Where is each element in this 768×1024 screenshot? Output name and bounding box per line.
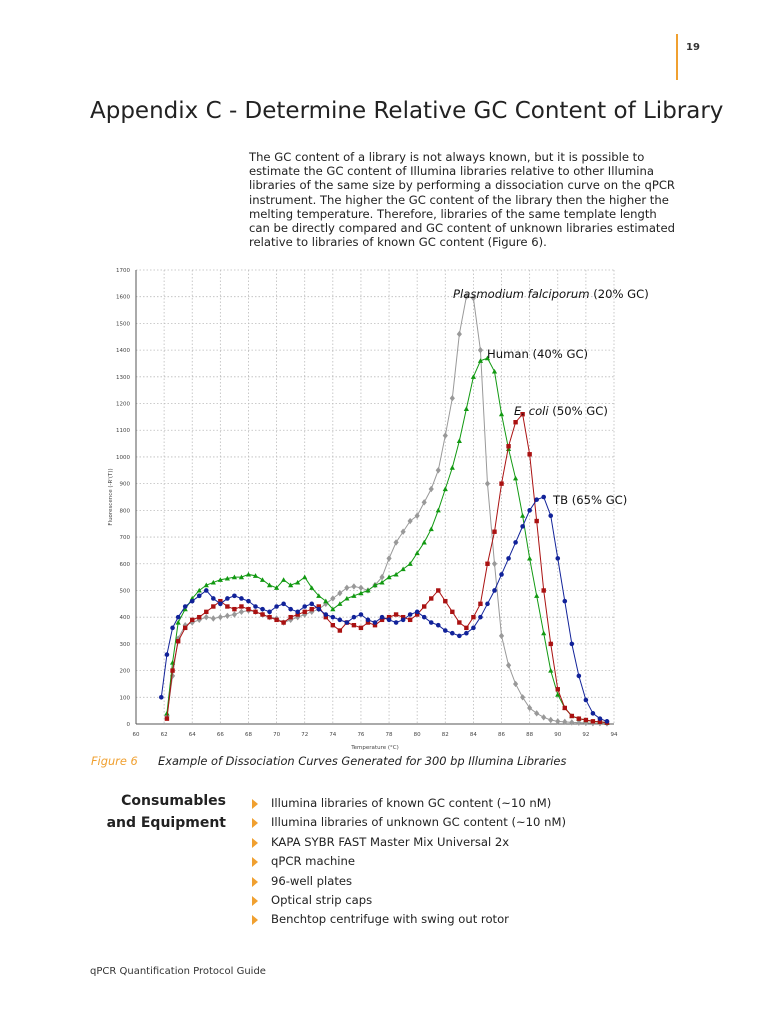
data-point (513, 476, 518, 481)
figure-caption (91, 754, 566, 768)
data-point (450, 631, 455, 636)
data-point (260, 612, 264, 616)
data-point (520, 513, 525, 518)
data-point (288, 607, 293, 612)
list-item (252, 872, 566, 891)
data-point (331, 615, 336, 620)
data-point (436, 508, 441, 513)
y-tick-label: 1700 (116, 268, 130, 274)
data-point (450, 610, 454, 614)
data-point (267, 610, 272, 615)
dissociation-curve-chart (100, 260, 649, 756)
series-label (514, 404, 608, 418)
data-point (386, 555, 391, 561)
page-number-rule (676, 34, 678, 80)
data-point (170, 668, 174, 672)
data-point (232, 607, 236, 611)
data-point (520, 524, 525, 529)
data-point (598, 716, 603, 721)
data-point (513, 681, 518, 687)
bullet-arrow-icon (252, 818, 258, 828)
bullet-arrow-icon (252, 915, 258, 925)
list-item-text: Optical strip caps (271, 893, 373, 908)
data-point (260, 607, 265, 612)
x-tick-label: 72 (301, 732, 309, 738)
x-axis-label: Temperature (°C) (351, 745, 399, 751)
data-point (225, 596, 230, 601)
data-point (246, 572, 251, 577)
data-point (225, 604, 229, 608)
page-number: 19 (686, 42, 700, 53)
data-point (513, 420, 517, 424)
y-tick-label: 1000 (116, 454, 130, 461)
data-point (478, 347, 483, 353)
data-point (422, 499, 427, 505)
data-point (584, 698, 589, 703)
x-tick-label: 74 (329, 732, 337, 738)
list-item-text: Illumina libraries of unknown GC content (~10 nM) (271, 815, 566, 830)
data-point (232, 611, 237, 617)
data-point (239, 604, 243, 608)
data-point (436, 588, 440, 592)
data-point (499, 481, 503, 485)
list-item (252, 833, 566, 852)
data-point (471, 615, 475, 619)
data-point (323, 612, 328, 617)
data-point (429, 596, 433, 600)
data-point (527, 508, 532, 513)
x-tick-label: 60 (132, 732, 140, 738)
data-point (457, 331, 462, 337)
data-point (415, 512, 420, 518)
y-tick-label: 600 (119, 561, 130, 568)
data-point (548, 717, 553, 723)
data-point (541, 495, 546, 500)
data-point (569, 719, 574, 725)
data-point (331, 623, 335, 627)
data-point (492, 369, 497, 374)
data-point (159, 695, 164, 700)
data-point (429, 486, 434, 492)
data-point (478, 602, 482, 606)
data-point (239, 609, 244, 615)
list-item (252, 794, 566, 813)
list-item-text: Illumina libraries of known GC content (~10 nM) (271, 796, 552, 810)
y-tick-label: 1600 (116, 294, 130, 301)
data-point (274, 604, 279, 609)
data-point (591, 719, 595, 723)
data-point (176, 615, 181, 620)
y-tick-label: 100 (119, 695, 130, 702)
x-tick-label: 64 (188, 732, 196, 738)
data-point (165, 652, 170, 657)
series-label: TB (65% GC) (553, 493, 628, 507)
data-point (408, 618, 412, 622)
x-tick-label: 84 (469, 732, 477, 738)
x-tick-label: 92 (582, 732, 590, 738)
series-line (161, 497, 607, 721)
data-point (436, 623, 441, 628)
x-tick-label: 80 (413, 732, 421, 738)
data-point (359, 626, 363, 630)
data-point (562, 599, 567, 604)
data-point (302, 575, 307, 580)
data-point (429, 526, 434, 531)
data-point (218, 614, 223, 620)
data-point (457, 634, 462, 639)
y-tick-label: 1400 (116, 348, 130, 355)
list-item (252, 813, 566, 832)
data-point (197, 594, 202, 599)
data-point (345, 620, 350, 625)
data-point (204, 588, 209, 593)
data-point (366, 618, 371, 623)
series-label-italic: Plasmodium falciporum (453, 287, 590, 301)
data-point (527, 452, 531, 456)
data-point (492, 588, 497, 593)
data-point (471, 374, 476, 379)
data-point (541, 714, 546, 720)
bullet-arrow-icon (252, 838, 258, 848)
data-point (359, 612, 364, 617)
data-point (570, 642, 575, 647)
y-tick-label: 800 (119, 508, 130, 515)
x-tick-label: 94 (610, 732, 618, 738)
data-point (464, 406, 469, 411)
figure-caption-text: Example of Dissociation Curves Generated for 300 bp Illumina Libraries (158, 754, 567, 768)
data-point (443, 432, 448, 438)
data-point (281, 577, 286, 582)
data-point (288, 615, 292, 619)
data-point (563, 706, 567, 710)
figure-number: Figure 6 (91, 754, 138, 768)
data-point (352, 623, 356, 627)
series-line (167, 414, 607, 722)
data-point (555, 556, 560, 561)
y-tick-label: 1500 (116, 321, 130, 328)
data-point (197, 615, 201, 619)
data-point (211, 604, 215, 608)
data-point (330, 595, 335, 601)
data-point (591, 711, 596, 716)
bullet-arrow-icon (252, 877, 258, 887)
data-point (394, 620, 399, 625)
data-point (534, 710, 539, 716)
x-tick-label: 78 (385, 732, 393, 738)
data-point (380, 615, 385, 620)
data-point (506, 662, 511, 668)
data-point (232, 594, 237, 599)
data-point (499, 633, 504, 639)
data-point (338, 628, 342, 632)
data-point (499, 572, 504, 577)
data-point (338, 618, 343, 623)
data-point (485, 480, 490, 486)
data-point (534, 593, 539, 598)
x-tick-label: 62 (160, 732, 168, 738)
data-point (190, 599, 195, 604)
data-point (274, 618, 278, 622)
bullet-arrow-icon (252, 799, 258, 809)
data-point (260, 577, 265, 582)
data-point (464, 626, 468, 630)
data-point (485, 602, 490, 607)
list-item (252, 891, 566, 910)
x-tick-label: 70 (273, 732, 281, 738)
data-point (204, 614, 209, 620)
data-point (506, 444, 510, 448)
list-item (252, 852, 566, 871)
data-point (542, 588, 546, 592)
data-point (204, 610, 208, 614)
intro-paragraph: The GC content of a library is not always known, but it is possible to estimate the GC content of Illumina libraries relative to other Illumina libraries of the same size by performing a dissociation curve on the qPCR instrument. The higher the GC content of the library then the higher the melting temperature. Therefore, libraries of the same template length can be directly compared and GC content of unknown libraries estimated relative to libraries of known GC content (Figure 6). (249, 150, 675, 250)
y-tick-label: 500 (119, 588, 130, 595)
data-point (387, 618, 392, 623)
consumables-list (252, 794, 566, 930)
data-point (584, 718, 588, 722)
y-axis-label: Fluorescence (-R'(T)) (108, 468, 114, 526)
bullet-arrow-icon (252, 857, 258, 867)
data-point (492, 530, 496, 534)
data-point (190, 618, 194, 622)
data-point (281, 620, 285, 624)
data-point (534, 497, 539, 502)
data-point (527, 556, 532, 561)
series-label-italic: E. coli (514, 404, 549, 418)
data-point (443, 486, 448, 491)
data-point (408, 612, 413, 617)
consumables-heading: Consumables and Equipment (106, 793, 226, 831)
data-point (457, 620, 461, 624)
data-point (253, 610, 257, 614)
x-tick-label: 88 (526, 732, 534, 738)
data-point (577, 716, 581, 720)
y-tick-label: 300 (119, 641, 130, 648)
data-point (577, 674, 582, 679)
data-point (422, 540, 427, 545)
data-point (478, 615, 483, 620)
data-point (239, 596, 244, 601)
x-tick-label: 90 (554, 732, 562, 738)
data-point (429, 620, 434, 625)
y-tick-label: 900 (119, 481, 130, 488)
bullet-arrow-icon (252, 896, 258, 906)
data-point (246, 607, 250, 611)
y-tick-label: 700 (119, 535, 130, 542)
list-item-text: KAPA SYBR FAST Master Mix Universal 2x (271, 834, 510, 849)
data-point (351, 583, 356, 589)
series-label-plain: (20% GC) (589, 287, 649, 301)
data-point (570, 714, 574, 718)
data-point (373, 620, 378, 625)
data-point (170, 626, 175, 631)
data-point (183, 626, 187, 630)
series-label (453, 287, 649, 301)
data-point (394, 612, 398, 616)
data-point (267, 615, 271, 619)
data-point (534, 519, 538, 523)
list-item (252, 910, 566, 929)
series-label: Human (40% GC) (487, 347, 589, 361)
data-point (281, 602, 286, 607)
list-item-text: qPCR machine (271, 854, 356, 869)
data-point (499, 412, 504, 417)
data-point (316, 607, 321, 612)
data-point (450, 465, 455, 470)
data-point (337, 590, 342, 596)
data-point (165, 716, 169, 720)
data-point (549, 642, 553, 646)
data-point (302, 604, 307, 609)
data-point (401, 618, 406, 623)
data-point (422, 604, 426, 608)
data-point (471, 626, 476, 631)
data-point (344, 585, 349, 591)
series-label-plain: (50% GC) (548, 404, 608, 418)
data-point (218, 602, 223, 607)
data-point (303, 610, 307, 614)
x-tick-label: 68 (244, 732, 252, 738)
x-tick-label: 66 (216, 732, 224, 738)
y-tick-label: 1200 (116, 401, 130, 408)
data-point (225, 613, 230, 619)
data-point (183, 604, 188, 609)
x-tick-label: 86 (498, 732, 506, 738)
data-point (295, 610, 300, 615)
y-tick-label: 1100 (116, 428, 130, 435)
data-point (443, 628, 448, 633)
data-point (352, 615, 357, 620)
data-point (548, 513, 553, 518)
data-point (422, 615, 427, 620)
data-point (310, 607, 314, 611)
data-point (485, 562, 489, 566)
data-point (211, 615, 216, 621)
data-point (556, 687, 560, 691)
data-point (309, 602, 314, 607)
y-tick-label: 200 (119, 668, 130, 675)
y-tick-label: 0 (126, 722, 130, 728)
x-tick-label: 82 (441, 732, 449, 738)
y-tick-label: 1300 (116, 374, 130, 381)
data-point (253, 604, 258, 609)
y-tick-label: 400 (119, 615, 130, 622)
data-point (443, 599, 447, 603)
data-point (246, 599, 251, 604)
data-point (415, 610, 420, 615)
chart-svg (100, 260, 649, 756)
data-point (176, 639, 180, 643)
list-item-text: Benchtop centrifuge with swing out rotor (271, 912, 509, 927)
data-point (457, 438, 462, 443)
data-point (513, 540, 518, 545)
list-item-text: 96-well plates (271, 873, 353, 888)
page-footer: qPCR Quantification Protocol Guide (90, 966, 266, 977)
data-point (605, 719, 610, 724)
data-point (492, 561, 497, 567)
x-tick-label: 76 (357, 732, 365, 738)
data-point (211, 596, 216, 601)
data-point (450, 395, 455, 401)
data-point (436, 467, 441, 473)
data-point (541, 631, 546, 636)
data-point (464, 631, 469, 636)
data-point (506, 556, 511, 561)
data-point (358, 585, 363, 591)
page-title: Appendix C - Determine Relative GC Content of Library (90, 98, 724, 124)
